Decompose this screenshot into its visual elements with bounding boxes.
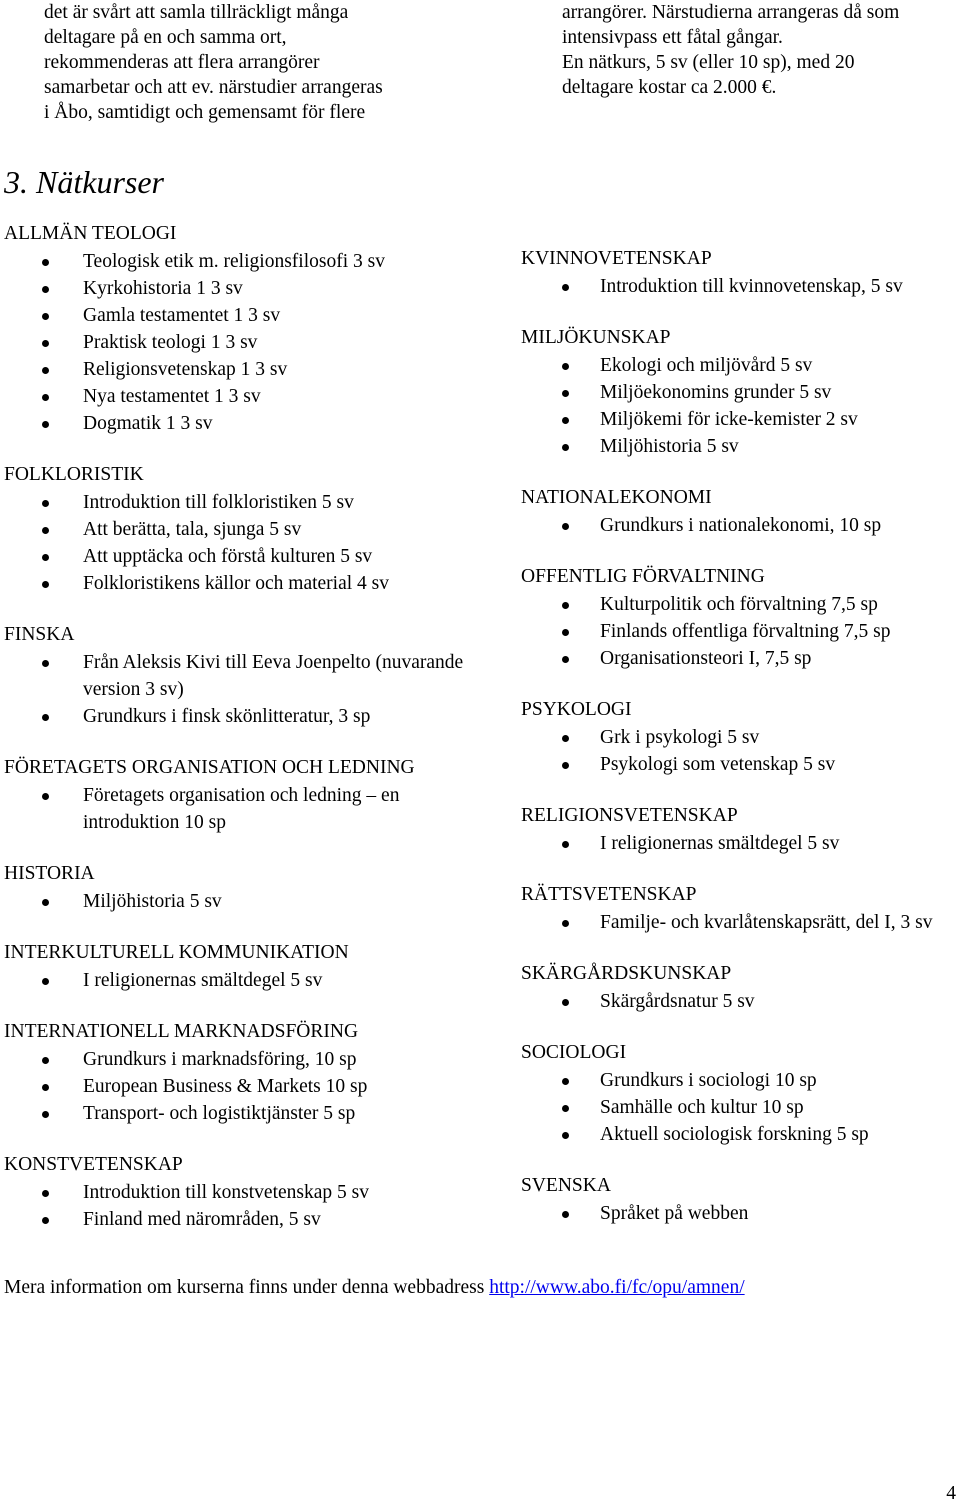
course-list [4, 1179, 474, 1233]
subject-block [521, 961, 958, 1015]
subject-block [4, 940, 474, 994]
subject-block [4, 1152, 474, 1233]
subject-block [4, 462, 474, 597]
course-name: Miljöhistoria 5 sv [83, 891, 222, 912]
bullet-icon [42, 714, 49, 721]
subject-title: RELIGIONSVETENSKAP [521, 805, 738, 826]
course-list [521, 909, 958, 936]
bullet-icon [42, 660, 49, 667]
course-item [521, 751, 958, 778]
course-item [4, 703, 474, 730]
bullet-icon [562, 735, 569, 742]
course-item [521, 512, 958, 539]
course-name: Nya testamentet 1 3 sv [83, 386, 261, 407]
intro-line: det är svårt att samla tillräckligt många [44, 2, 349, 23]
subject-title: FÖRETAGETS ORGANISATION OCH LEDNING [4, 757, 415, 778]
course-list [521, 591, 958, 672]
intro-line: deltagare på en och samma ort, [44, 27, 287, 48]
subject-block [521, 697, 958, 778]
course-item [4, 410, 474, 437]
subject-title: OFFENTLIG FÖRVALTNING [521, 566, 765, 587]
bullet-icon [42, 1084, 49, 1091]
bullet-icon [42, 527, 49, 534]
course-name: Språket på webben [600, 1203, 749, 1224]
course-item [4, 649, 474, 703]
bullet-icon [42, 978, 49, 985]
subject-title: SKÄRGÅRDSKUNSKAP [521, 963, 732, 984]
course-item [4, 888, 474, 915]
subject-block [521, 803, 958, 857]
left-course-column [4, 221, 474, 1258]
bullet-icon [42, 1217, 49, 1224]
course-name: Dogmatik 1 3 sv [83, 413, 213, 434]
course-item [4, 1206, 474, 1233]
course-list [4, 248, 474, 437]
subject-block [4, 622, 474, 730]
subject-block [521, 246, 958, 300]
course-name: Skärgårdsnatur 5 sv [600, 991, 755, 1012]
subject-title: FINSKA [4, 624, 75, 645]
course-item [521, 433, 958, 460]
subject-block [521, 564, 958, 672]
subject-title: HISTORIA [4, 863, 95, 884]
course-name: Folkloristikens källor och material 4 sv [83, 573, 389, 594]
bullet-icon [562, 523, 569, 530]
course-list [521, 724, 958, 778]
course-name: Introduktion till kvinnovetenskap, 5 sv [600, 276, 903, 297]
bullet-icon [42, 554, 49, 561]
course-name: Miljökemi för icke-kemister 2 sv [600, 409, 858, 430]
course-list [521, 1200, 958, 1227]
course-item [4, 1100, 474, 1127]
course-name: Företagets organisation och ledning – en introduktion 10 sp [83, 785, 400, 833]
course-name: Miljöekonomins grunder 5 sv [600, 382, 832, 403]
subject-title: MILJÖKUNSKAP [521, 327, 671, 348]
subject-block [521, 882, 958, 936]
subject-block [521, 1173, 958, 1227]
course-item [521, 830, 958, 857]
course-item [521, 406, 958, 433]
course-list [4, 888, 474, 915]
course-name: Organisationsteori I, 7,5 sp [600, 648, 812, 669]
bullet-icon [562, 602, 569, 609]
course-name: Psykologi som vetenskap 5 sv [600, 754, 836, 775]
course-list [521, 1067, 958, 1148]
course-item [4, 516, 474, 543]
course-name: Kulturpolitik och förvaltning 7,5 sp [600, 594, 878, 615]
course-name: Grk i psykologi 5 sv [600, 727, 760, 748]
subject-title: RÄTTSVETENSKAP [521, 884, 697, 905]
bullet-icon [42, 581, 49, 588]
course-item [4, 1046, 474, 1073]
bullet-icon [42, 1190, 49, 1197]
course-item [4, 489, 474, 516]
course-item [4, 383, 474, 410]
bullet-icon [562, 762, 569, 769]
course-item [521, 1200, 958, 1227]
intro-line: En nätkurs, 5 sv (eller 10 sp), med 20 [562, 52, 855, 73]
bullet-icon [42, 500, 49, 507]
course-list [4, 489, 474, 597]
course-list [521, 988, 958, 1015]
subject-title: KVINNOVETENSKAP [521, 248, 712, 269]
bullet-icon [562, 444, 569, 451]
bullet-icon [42, 394, 49, 401]
course-item [4, 248, 474, 275]
course-name: Teologisk etik m. religionsfilosofi 3 sv [83, 251, 385, 272]
course-name: Grundkurs i finsk skönlitteratur, 3 sp [83, 706, 371, 727]
course-item [521, 724, 958, 751]
bullet-icon [562, 841, 569, 848]
intro-line: arrangörer. Närstudierna arrangeras då som [562, 2, 900, 23]
course-name: Ekologi och miljövård 5 sv [600, 355, 813, 376]
course-item [4, 1179, 474, 1206]
subject-title: KONSTVETENSKAP [4, 1154, 183, 1175]
bullet-icon [562, 629, 569, 636]
intro-right-text [562, 0, 957, 100]
bullet-icon [42, 367, 49, 374]
course-item [521, 909, 958, 936]
subject-block [4, 755, 474, 836]
course-item [4, 275, 474, 302]
course-name: Religionsvetenskap 1 3 sv [83, 359, 288, 380]
course-item [521, 352, 958, 379]
course-item [4, 356, 474, 383]
course-name: Familje- och kvarlåtenskapsrätt, del I, 3 sv [600, 912, 933, 933]
course-item [4, 967, 474, 994]
course-item [4, 1073, 474, 1100]
course-name: Att upptäcka och förstå kulturen 5 sv [83, 546, 373, 567]
course-list [4, 1046, 474, 1127]
course-name: Grundkurs i marknadsföring, 10 sp [83, 1049, 357, 1070]
course-list [4, 967, 474, 994]
course-name: I religionernas smältdegel 5 sv [83, 970, 323, 991]
bullet-icon [562, 390, 569, 397]
course-item [521, 1067, 958, 1094]
intro-line: intensivpass ett fåtal gångar. [562, 27, 783, 48]
course-name: Finlands offentliga förvaltning 7,5 sp [600, 621, 891, 642]
subject-block [521, 325, 958, 460]
bullet-icon [42, 1111, 49, 1118]
page-number: 4 [946, 1483, 956, 1504]
course-item [4, 329, 474, 356]
subject-title: INTERKULTURELL KOMMUNIKATION [4, 942, 349, 963]
bullet-icon [562, 1211, 569, 1218]
subject-title: ALLMÄN TEOLOGI [4, 223, 177, 244]
intro-line: samarbetar och att ev. närstudier arrangeras [44, 77, 383, 98]
course-name: Grundkurs i nationalekonomi, 10 sp [600, 515, 882, 536]
course-item [521, 988, 958, 1015]
course-item [521, 273, 958, 300]
bullet-icon [562, 1078, 569, 1085]
course-name: Grundkurs i sociologi 10 sp [600, 1070, 817, 1091]
section-heading: 3. Nätkurser [4, 164, 164, 200]
subject-block [4, 1019, 474, 1127]
bullet-icon [562, 363, 569, 370]
subject-block [4, 221, 474, 437]
course-name: Gamla testamentet 1 3 sv [83, 305, 281, 326]
intro-left-text [44, 0, 464, 125]
bullet-icon [42, 421, 49, 428]
bullet-icon [562, 656, 569, 663]
course-name: Kyrkohistoria 1 3 sv [83, 278, 243, 299]
subject-title: SVENSKA [521, 1175, 611, 1196]
bullet-icon [562, 417, 569, 424]
subject-block [521, 485, 958, 539]
subject-block [4, 861, 474, 915]
course-name: Praktisk teologi 1 3 sv [83, 332, 258, 353]
bullet-icon [562, 999, 569, 1006]
footer-text: Mera information om kurserna finns under denna webbadress [4, 1277, 490, 1298]
bullet-icon [42, 793, 49, 800]
bullet-icon [42, 1057, 49, 1064]
bullet-icon [42, 899, 49, 906]
bullet-icon [42, 340, 49, 347]
course-name: Finland med närområden, 5 sv [83, 1209, 321, 1230]
subject-block [521, 1040, 958, 1148]
bullet-icon [562, 284, 569, 291]
bullet-icon [42, 286, 49, 293]
course-list [521, 273, 958, 300]
bullet-icon [42, 259, 49, 266]
footer-link[interactable]: http://www.abo.fi/fc/opu/amnen/ [489, 1277, 745, 1298]
course-name: Introduktion till konstvetenskap 5 sv [83, 1182, 369, 1203]
course-list [521, 352, 958, 460]
course-list [521, 830, 958, 857]
bullet-icon [562, 1105, 569, 1112]
course-list [521, 512, 958, 539]
intro-line: deltagare kostar ca 2.000 €. [562, 77, 777, 98]
course-item [4, 543, 474, 570]
subject-title: INTERNATIONELL MARKNADSFÖRING [4, 1021, 359, 1042]
course-item [521, 379, 958, 406]
course-item [521, 591, 958, 618]
subject-title: SOCIOLOGI [521, 1042, 627, 1063]
course-item [4, 570, 474, 597]
course-list [4, 649, 474, 730]
course-name: I religionernas smältdegel 5 sv [600, 833, 840, 854]
bullet-icon [42, 313, 49, 320]
bullet-icon [562, 920, 569, 927]
course-item [4, 302, 474, 329]
course-name: Att berätta, tala, sjunga 5 sv [83, 519, 302, 540]
course-name: Introduktion till folkloristiken 5 sv [83, 492, 354, 513]
course-name: Från Aleksis Kivi till Eeva Joenpelto (nuvarande version 3 sv) [83, 652, 464, 700]
course-name: Miljöhistoria 5 sv [600, 436, 739, 457]
course-item [521, 1094, 958, 1121]
course-name: Samhälle och kultur 10 sp [600, 1097, 804, 1118]
right-course-column [521, 246, 958, 1252]
subject-title: FOLKLORISTIK [4, 464, 144, 485]
course-name: Transport- och logistiktjänster 5 sp [83, 1103, 356, 1124]
footer-info [4, 1275, 745, 1300]
intro-line: rekommenderas att flera arrangörer [44, 52, 320, 73]
course-list [4, 782, 474, 836]
bullet-icon [562, 1132, 569, 1139]
course-name: Aktuell sociologisk forskning 5 sp [600, 1124, 869, 1145]
intro-line: i Åbo, samtidigt och gemensamt för flere [44, 102, 366, 123]
subject-title: NATIONALEKONOMI [521, 487, 712, 508]
course-item [521, 1121, 958, 1148]
course-name: European Business & Markets 10 sp [83, 1076, 368, 1097]
subject-title: PSYKOLOGI [521, 699, 632, 720]
course-item [4, 782, 474, 836]
course-item [521, 645, 958, 672]
course-item [521, 618, 958, 645]
